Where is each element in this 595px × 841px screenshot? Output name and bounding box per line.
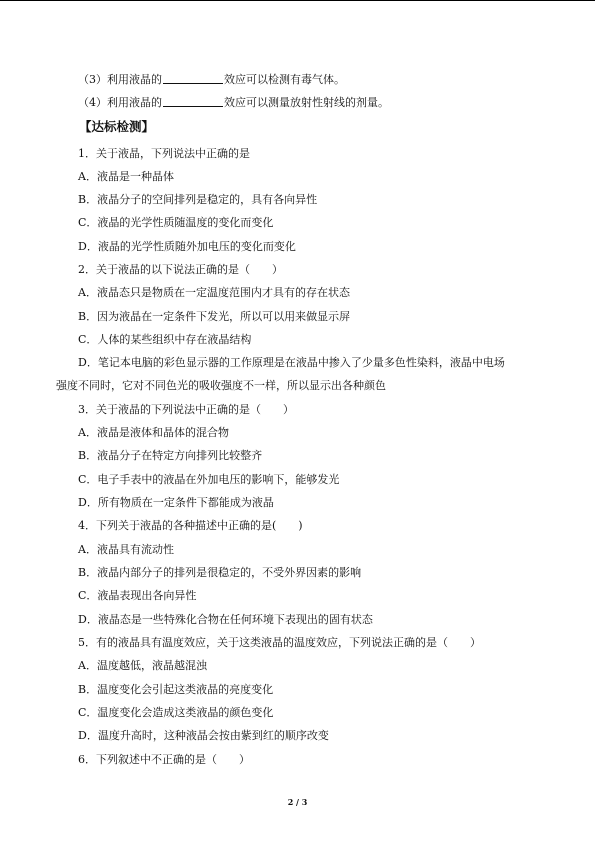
option-item: C．液晶的光学性质随温度的变化而变化 [78,216,274,229]
option-item: D．液晶态是一些特殊化合物在任何环境下表现出的固有状态 [78,613,373,626]
option-item: C．温度变化会造成这类液晶的颜色变化 [78,706,274,719]
section-title: 【达标检测】 [79,119,155,134]
option-item: C．电子手表中的液晶在外加电压的影响下，能够发光 [78,473,340,486]
option-item: D．所有物质在一定条件下都能成为液晶 [78,496,274,509]
option-item: B．液晶内部分子的排列是很稳定的，不受外界因素的影响 [78,566,362,579]
answer-blank[interactable] [163,95,223,107]
question-stem: 3．关于液晶的下列说法中正确的是（ ） [78,403,294,416]
fill-suffix: 效应可以测量放射性射线的剂量。 [224,96,389,109]
option-item: C．人体的某些组织中存在液晶结构 [78,333,252,346]
option-continuation: 强度不同时，它对不同色光的吸收强度不一样，所以显示出各种颜色 [56,379,386,392]
option-item: D．笔记本电脑的彩色显示器的工作原理是在液晶中掺入了少量多色性染料，液晶中电场 [78,356,505,369]
question-stem: 1．关于液晶，下列说法中正确的是 [78,147,250,160]
option-item: A．温度越低，液晶越混浊 [78,659,207,672]
option-item: A．液晶是液体和晶体的混合物 [78,426,229,439]
option-item: D．温度升高时，这种液晶会按由紫到红的顺序改变 [78,729,329,742]
option-item: B．温度变化会引起这类液晶的亮度变化 [78,683,274,696]
fill-suffix: 效应可以检测有毒气体。 [224,73,345,86]
fill-item-4 [78,95,389,110]
option-item: B．因为液晶在一定条件下发光，所以可以用来做显示屏 [78,310,351,323]
option-item: A．液晶态只是物质在一定温度范围内才具有的存在状态 [78,286,350,299]
option-item: C．液晶表现出各向异性 [78,589,197,602]
option-item: A．液晶是一种晶体 [78,170,174,183]
header-rule [0,0,595,1]
question-stem: 5．有的液晶具有温度效应，关于这类液晶的温度效应，下列说法正确的是（ ） [78,636,481,649]
page-number: 2 / 3 [287,797,308,807]
option-item: B．液晶分子在特定方向排列比较整齐 [78,449,263,462]
option-item: A．液晶具有流动性 [78,543,174,556]
fill-prefix: （4）利用液晶的 [78,96,162,109]
option-item: B．液晶分子的空间排列是稳定的，具有各向异性 [78,193,318,206]
question-stem: 4．下列关于液晶的各种描述中正确的是( ) [78,519,303,532]
answer-blank[interactable] [163,72,223,84]
fill-prefix: （3）利用液晶的 [78,73,162,86]
question-stem: 6．下列叙述中不正确的是（ ） [78,753,250,766]
fill-item-3 [78,72,345,87]
option-item: D．液晶的光学性质随外加电压的变化而变化 [78,240,296,253]
question-stem: 2．关于液晶的以下说法正确的是（ ） [78,263,283,276]
